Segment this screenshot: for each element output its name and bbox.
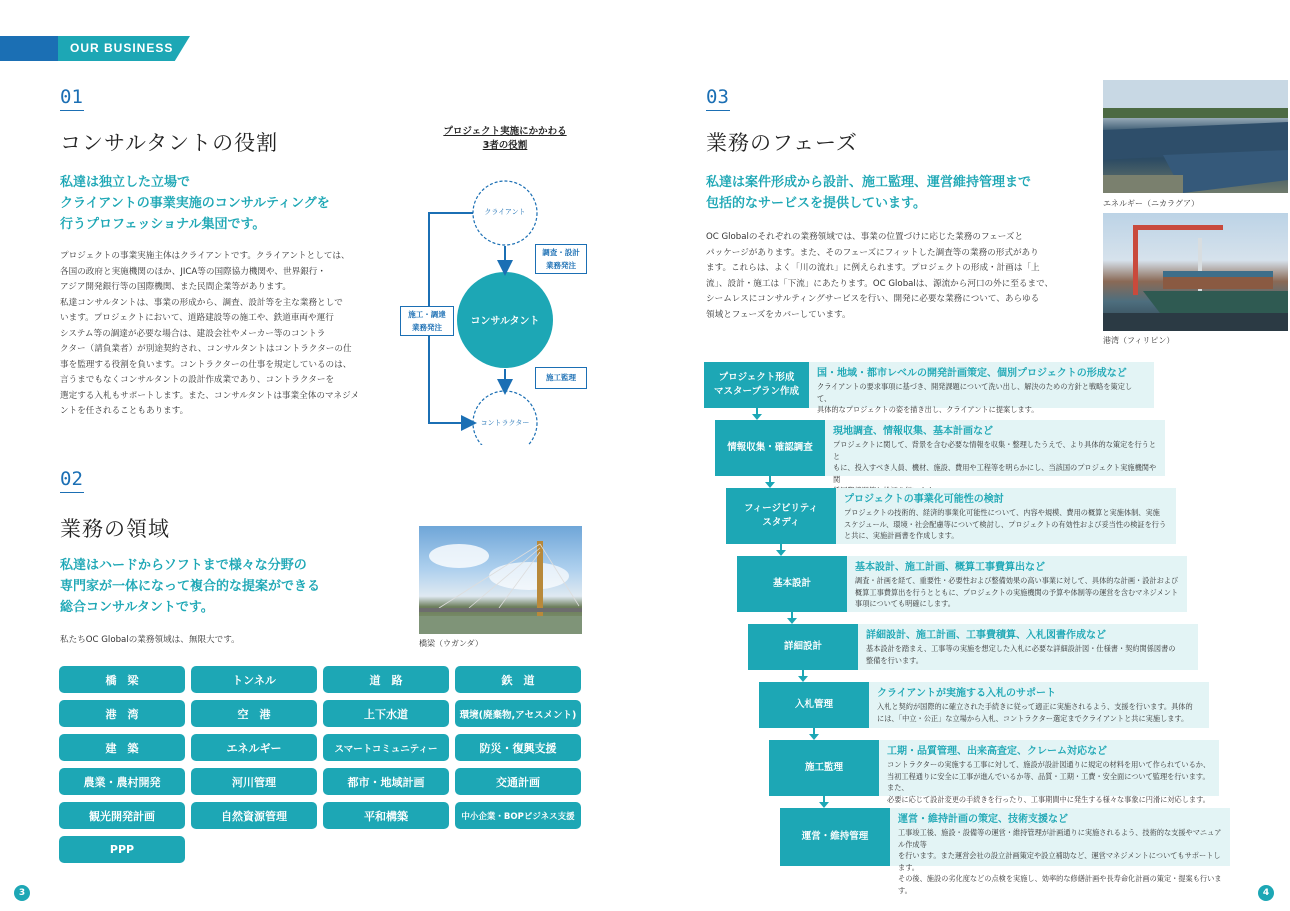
body-line: 事を監理する役割を負います。コントラクターの仕事を規定しているのは、 xyxy=(60,359,352,370)
phase-name-line: 詳細設計 xyxy=(783,641,822,652)
diagram-title-line: 3者の役割 xyxy=(482,140,528,151)
domain-tag: PPP xyxy=(59,836,185,863)
lead-line: 包括的なサービスを提供しています。 xyxy=(706,196,926,211)
photo-caption-bridge: 橋梁（ウガンダ） xyxy=(419,639,483,648)
phase-desc-feasibility-study xyxy=(836,488,1176,544)
diagram-label-survey-order xyxy=(535,244,587,274)
domain-tag: 中小企業・BOPビジネス支援 xyxy=(455,802,581,829)
phase-name-feasibility-study xyxy=(726,488,836,544)
domain-tag: 道 路 xyxy=(323,666,449,693)
phase-title: 現地調査、情報収集、基本計画など xyxy=(833,426,993,437)
phase-desc-operation-maintenance xyxy=(890,808,1230,895)
domain-tag: 河川管理 xyxy=(191,768,317,795)
diagram-label-line: 調査・設計 xyxy=(542,248,580,257)
diagram-label-line: 施工・調達 xyxy=(408,310,446,319)
body-line: プロジェクトの事業実施主体はクライアントです。クライアントとしては、 xyxy=(60,251,350,261)
phase-arrow xyxy=(769,476,771,483)
phase-desc-line: 事項についても明確にします。 xyxy=(855,599,955,608)
body-line: シームレスにコンサルティングサービスを行い、開発に必要な業務について、あらゆる xyxy=(706,294,1040,304)
domain-tag: 自然資源管理 xyxy=(191,802,317,829)
phase-desc-line: スケジュール、環境・社会配慮等について検討し、プロジェクトの有効性および妥当性の検証を行う xyxy=(844,519,1167,529)
body-line: 選定する入札もサポートします。また、コンサルタントは事業全体のマネジメ xyxy=(60,390,360,401)
phase-name-line: 入札管理 xyxy=(794,699,833,710)
section-title-business-domain: 業務の領域 xyxy=(60,517,170,541)
phase-arrow xyxy=(791,612,793,619)
section-body-consultant-role xyxy=(60,249,380,420)
domain-tag: 上下水道 xyxy=(323,700,449,727)
phase-name-construction-supervision xyxy=(769,740,879,796)
body-line: 領域とフェーズをカバーしています。 xyxy=(706,309,851,320)
phase-name-basic-design xyxy=(737,556,847,612)
domain-tag: 環境(廃棄物,アセスメント) xyxy=(455,700,581,727)
section-number-03: 03 xyxy=(706,86,729,108)
phase-title: 詳細設計、施工計画、工事費積算、入札図書作成など xyxy=(866,630,1106,641)
phase-name-line: 情報収集・確認調査 xyxy=(727,442,813,453)
body-line: います。プロジェクトにおいて、道路建設等の施工や、鉄道車両や運行 xyxy=(60,313,334,323)
phase-title: クライアントが実施する入札のサポート xyxy=(877,688,1056,699)
diagram-label-supervision: 施工監理 xyxy=(535,367,587,389)
phase-arrow xyxy=(823,796,825,803)
phase-name-bid-management xyxy=(759,682,869,728)
body-line: OC Globalのそれぞれの業務領域では、事業の位置づけに応じた業務のフェーズと xyxy=(706,232,1024,242)
lead-line: 行うプロフェッショナル集団です。 xyxy=(60,217,266,232)
section-body-business-domain: 私たちOC Globalの業務領域は、無限大です。 xyxy=(60,635,240,645)
phase-name-line: 運営・維持管理 xyxy=(801,831,869,842)
section-number-underline xyxy=(60,492,84,493)
phase-desc-line: プロジェクトの技術的、経済的事業化可能性について、内容や規模、費用の概算と実施体制、実施 xyxy=(844,508,1160,517)
section-body-business-phase xyxy=(706,230,1086,323)
phase-name-line: フィージビリティ xyxy=(743,503,819,514)
section-banner-label: OUR BUSINESS xyxy=(70,41,174,55)
phase-desc-line: と共に、実施計画書を作成します。 xyxy=(844,531,959,540)
domain-tag: 防災・復興支援 xyxy=(455,734,581,761)
diagram-client-label: クライアント xyxy=(484,208,526,216)
phase-name-info-collection xyxy=(715,420,825,476)
section-lead-business-phase xyxy=(706,172,1031,214)
phase-desc-detailed-design xyxy=(858,624,1198,670)
diagram-label-line: 業務発注 xyxy=(546,261,576,270)
page-number-right: 4 xyxy=(1258,885,1274,901)
diagram-consultant-label: コンサルタント xyxy=(470,316,540,327)
domain-tag: 建 築 xyxy=(59,734,185,761)
domain-tag: 空 港 xyxy=(191,700,317,727)
section-lead-business-domain xyxy=(60,555,320,618)
phase-arrow xyxy=(802,670,804,677)
phase-desc-line: 整備を行います。 xyxy=(866,655,923,665)
phase-title: 工期・品質管理、出来高査定、クレーム対応など xyxy=(887,746,1107,757)
phase-desc-line: コントラクターの実施する工事に対して、施設が設計図通りに規定の材料を用いて作られているか、 xyxy=(887,760,1211,769)
photo-port-philippines xyxy=(1103,213,1288,331)
phase-desc-line: 工事竣工後、施設・設備等の運営・維持管理が計画通りに実施されるよう、技術的な支援やマニュアル作成等 xyxy=(898,828,1222,849)
phase-title: 国・地域・都市レベルの開発計画策定、個別プロジェクトの形成など xyxy=(817,368,1127,379)
page-number-left: 3 xyxy=(14,885,30,901)
phase-name-detailed-design xyxy=(748,624,858,670)
section-number-underline xyxy=(60,110,84,111)
section-number-01: 01 xyxy=(60,86,83,108)
phase-desc-bid-management xyxy=(869,682,1209,728)
phase-name-line: 基本設計 xyxy=(772,578,811,589)
phase-desc-line: 概算工事費算出を行うとともに、プロジェクトの実施機関の予算や体制等の運営を含むマネジメント xyxy=(855,587,1179,597)
section-number-underline xyxy=(706,110,730,111)
phase-desc-line: 調査・計画を経て、重要性・必要性および整備効果の高い事業に対して、具体的な計画・設計および xyxy=(855,576,1179,585)
lead-line: 私達は案件形成から設計、施工監理、運営維持管理まで xyxy=(706,175,1032,190)
phase-desc-line: 入札と契約が国際的に確立された手続きに従って適正に実施されるよう、支援を行います。具体的 xyxy=(877,702,1193,711)
phase-arrow xyxy=(756,408,758,415)
diagram-label-construction-order xyxy=(400,306,454,336)
photo-solar-nicaragua xyxy=(1103,80,1288,193)
domain-tag: 平和構築 xyxy=(323,802,449,829)
body-line: クター（請負業者）が別途契約され、コンサルタントはコントラクターの仕 xyxy=(60,344,352,354)
phase-desc-line: クライアントの要求事項に基づき、開発課題について洗い出し、解決のための方針と戦略を策定して、 xyxy=(817,382,1133,403)
phase-arrow xyxy=(780,544,782,551)
phase-title: プロジェクトの事業化可能性の検討 xyxy=(844,494,1004,505)
photo-caption-solar: エネルギー（ニカラグア） xyxy=(1103,199,1199,208)
phase-desc-line: 必要に応じて設計変更の手続きを行ったり、工事期間中に発生する様々な事象に円滑に対応します。 xyxy=(887,794,1210,804)
domain-tag: 都市・地域計画 xyxy=(323,768,449,795)
phase-desc-info-collection xyxy=(825,420,1165,484)
phase-name-project-formation xyxy=(704,362,809,408)
body-line: 流」、設計・施工は「下流」にあたります。OC Globalは、源流から河口の外に至るまで、 xyxy=(706,278,1054,289)
domain-tag: 港 湾 xyxy=(59,700,185,727)
diagram-label-line: 業務発注 xyxy=(412,323,442,332)
section-title-consultant-role: コンサルタントの役割 xyxy=(60,131,279,155)
body-line: パッケージがあります。また、そのフェーズにフィットした調査等の業務の形式があり xyxy=(706,247,1039,258)
section-banner-accent xyxy=(0,36,58,61)
domain-tag: 交通計画 xyxy=(455,768,581,795)
phase-name-line: 施工監理 xyxy=(804,762,843,773)
phase-desc-project-formation xyxy=(809,362,1154,414)
body-line: 各国の政府と実施機関のほか、JICA等の国際協力機関や、世界銀行・ xyxy=(60,266,326,277)
bridge-illustration xyxy=(419,526,582,634)
phase-desc-line: プロジェクトに関して、背景を含む必要な情報を収集・整理したうえで、より具体的な策定を行うとと xyxy=(833,440,1157,461)
domain-tag: トンネル xyxy=(191,666,317,693)
phase-desc-line: 当初工程通りに安全に工事が進んでいるか等、品質・工期・工費・安全面について監理を行います。また、 xyxy=(887,771,1210,792)
phase-desc-construction-supervision xyxy=(879,740,1219,804)
phase-title: 運営・維持計画の策定、技術支援など xyxy=(898,814,1068,825)
diagram-title-line: プロジェクト実施にかかわる xyxy=(443,126,567,137)
diagram-title xyxy=(415,125,595,153)
body-line: 私達コンサルタントは、事業の形成から、調査、設計等を主な業務としで xyxy=(60,297,343,308)
phase-name-line: プロジェクト形成 xyxy=(718,372,795,383)
phase-desc-line: を行います。また運営会社の設立計画策定や設立補助など、運営マネジメントについてもサポートします。 xyxy=(898,851,1221,872)
body-line: ます。これらは、よく「川の流れ」に例えられます。プロジェクトの形成・計画は「上 xyxy=(706,263,1040,273)
phase-arrow xyxy=(813,728,815,735)
body-line: アジア開発銀行等の国際機関、また民間企業等があります。 xyxy=(60,282,292,292)
domain-tag: エネルギー xyxy=(191,734,317,761)
phase-name-line: マスタープラン作成 xyxy=(713,386,800,397)
lead-line: 私達はハードからソフトまで様々な分野の xyxy=(60,558,307,573)
phase-desc-line: もに、投入すべき人員、機材、施設、費用や工程等を明らかにし、当該国のプロジェクト実施機関や関 xyxy=(833,463,1157,484)
phase-desc-line: その後、施設の劣化度などの点検を実施し、効率的な修繕計画や長寿命化計画の策定・提案も行います。 xyxy=(898,874,1222,895)
phase-desc-line: 具体的なプロジェクトの姿を描き出し、クライアントに提案します。 xyxy=(817,405,1039,414)
lead-line: 私達は独立した立場で xyxy=(60,175,191,190)
domain-tag: スマートコミュニティー xyxy=(323,734,449,761)
phase-title: 基本設計、施工計画、概算工事費算出など xyxy=(855,562,1045,573)
phase-name-line: スタディ xyxy=(762,517,800,528)
port-illustration xyxy=(1103,213,1288,331)
domain-tag: 橋 梁 xyxy=(59,666,185,693)
solar-illustration xyxy=(1103,80,1288,193)
domain-tag: 鉄 道 xyxy=(455,666,581,693)
lead-line: 専門家が一体になって複合的な提案ができる xyxy=(60,579,321,594)
diagram-contractor-label: コントラクター xyxy=(480,419,530,427)
section-number-02: 02 xyxy=(60,468,83,490)
phase-desc-line: 基本設計を踏まえ、工事等の実施を想定した入札に必要な詳細設計図・仕様書・契約関係図書の xyxy=(866,644,1176,653)
lead-line: 総合コンサルタントです。 xyxy=(60,600,214,615)
phase-name-operation-maintenance xyxy=(780,808,890,866)
phase-desc-basic-design xyxy=(847,556,1187,612)
body-line: ントを任されることもあります。 xyxy=(60,406,189,416)
phase-desc-line: には、「中立・公正」な立場から入札、コントラクター選定までクライアントと共に実施します。 xyxy=(877,713,1189,723)
domain-tag: 農業・農村開発 xyxy=(59,768,185,795)
lead-line: クライアントの事業実施のコンサルティングを xyxy=(60,196,330,211)
section-lead-consultant-role xyxy=(60,172,330,235)
photo-bridge-uganda xyxy=(419,526,582,634)
body-line: システム等の調達が必要な場合は、建設会社やメーカー等のコントラ xyxy=(60,328,326,339)
photo-caption-port: 港湾（フィリピン） xyxy=(1103,336,1175,345)
section-title-business-phase: 業務のフェーズ xyxy=(706,131,858,155)
body-line: 言うまでもなくコンサルタントの設計作成業であり、コントラクターを xyxy=(60,375,335,385)
domain-tag: 観光開発計画 xyxy=(59,802,185,829)
